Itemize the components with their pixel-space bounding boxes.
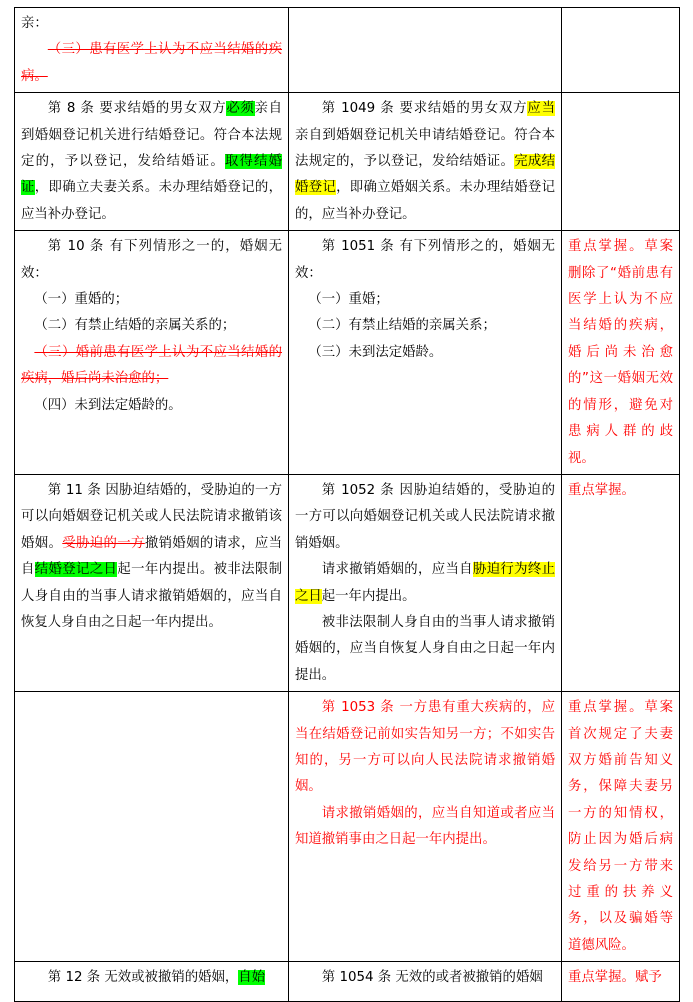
highlight-green: 取得结婚证 (21, 154, 283, 196)
article-text: 第 1052 条 因胁迫结婚的，受胁迫的一方可以向婚姻登记机关或人民法院请求撤销婚姻。 (295, 482, 555, 551)
new-article-text: 第 1053 条 一方患有重大疾病的，应当在结婚登记前如实告知另一方；不如实告知的，另一方可以向人民法院请求撤销婚姻。 (295, 700, 555, 795)
list-item: （一）重婚； (308, 292, 389, 308)
old-law-cell (15, 231, 289, 475)
article-text: 第 1051 条 有下列情形之的，婚姻无效： (295, 239, 555, 281)
note-text: 重点掌握。 (568, 482, 635, 498)
highlight-green: 自始 (238, 970, 266, 986)
list-item: （二）有禁止结婚的亲属关系的； (34, 318, 236, 334)
article-text: 第 11 条 因胁迫结婚的，受胁迫的一方可以向婚姻登记机关或人民法院请求撤销该婚姻。受胁迫的一方撤销婚姻的请求，应当自结婚登记之日起一年内提出。被非法限制人身自由的当事人请求撤销婚姻的，应当自恢复人身自由之日起一年内提出。 (21, 482, 283, 630)
note-cell (562, 93, 680, 231)
new-law-cell (289, 8, 562, 93)
table-row (15, 231, 680, 475)
note-text: 重点掌握。草案删除了“婚前患有医学上认为不应当结婚的疾病，婚后尚未治愈的”这一婚姻无效的情形，避免对患病人群的歧视。 (568, 239, 673, 466)
old-law-cell (15, 962, 289, 1002)
deleted-text: （三）患有医学上认为不应当结婚的疾病。 (21, 42, 282, 84)
table-row (15, 93, 680, 231)
highlight-green: 必须 (226, 101, 255, 117)
new-article-text: 请求撤销婚姻的，应当自知道或者应当知道撤销事由之日起一年内提出。 (295, 805, 555, 848)
deleted-text: 受胁迫的一方 (62, 535, 145, 551)
old-law-cell (15, 474, 289, 691)
note-cell (562, 231, 680, 475)
table-row (15, 8, 680, 93)
table-row (15, 962, 680, 1002)
old-law-cell (15, 8, 289, 93)
note-cell (562, 692, 680, 962)
note-cell (562, 474, 680, 691)
article-text: 第 1054 条 无效的或者被撤销的婚姻 (321, 970, 543, 986)
article-text: 被非法限制人身自由的当事人请求撤销婚姻的，应当自恢复人身自由之日起一年内提出。 (295, 614, 555, 683)
highlight-yellow: 胁迫行为终止之日 (295, 562, 556, 604)
old-law-cell (15, 692, 289, 962)
list-item: （三）未到法定婚龄。 (308, 344, 443, 360)
new-law-cell (289, 692, 562, 962)
new-law-cell (289, 231, 562, 475)
deleted-list-item: （三）婚前患有医学上认为不应当结婚的疾病，婚后尚未治愈的； (21, 344, 282, 387)
old-text: 亲： (21, 16, 48, 31)
new-law-cell (289, 474, 562, 691)
article-text: 第 8 条 要求结婚的男女双方必须亲自到婚姻登记机关进行结婚登记。符合本法规定的，予以登记，发给结婚证。取得结婚证，即确立夫妻关系。未办理结婚登记的，应当补办登记。 (21, 101, 283, 222)
comparison-table (14, 7, 680, 1002)
highlight-yellow: 应当 (527, 101, 555, 117)
new-law-cell (289, 962, 562, 1002)
article-text: 第 12 条 无效或被撤销的婚姻，自始 (47, 970, 266, 986)
table-row (15, 474, 680, 691)
note-cell (562, 962, 680, 1002)
note-text: 重点掌握。草案首次规定了夫妻双方婚前告知义务，保障夫妻另一方的知情权，防止因为婚后病发给另一方带来过重的扶养义务，以及骗婚等道德风险。 (568, 700, 673, 953)
list-item: （二）有禁止结婚的亲属关系； (308, 318, 496, 334)
new-law-cell (289, 93, 562, 231)
note-text: 重点掌握。赋予 (568, 970, 662, 986)
highlight-green: 结婚登记之日 (34, 562, 118, 578)
old-law-cell (15, 93, 289, 231)
note-cell (562, 8, 680, 93)
article-text: 请求撤销婚姻的，应当自胁迫行为终止之日起一年内提出。 (295, 562, 556, 604)
table-row (15, 692, 680, 962)
article-text: 第 1049 条 要求结婚的男女双方应当亲自到婚姻登记机关申请结婚登记。符合本法规定的，予以登记，发给结婚证。完成结婚登记，即确立婚姻关系。未办理结婚登记的，应当补办登记。 (295, 101, 556, 222)
highlight-yellow: 完成结婚登记 (295, 154, 556, 196)
list-item: （四）未到法定婚龄的。 (34, 397, 182, 413)
list-item: （一）重婚的； (34, 292, 129, 308)
article-text: 第 10 条 有下列情形之一的，婚姻无效： (21, 239, 282, 281)
